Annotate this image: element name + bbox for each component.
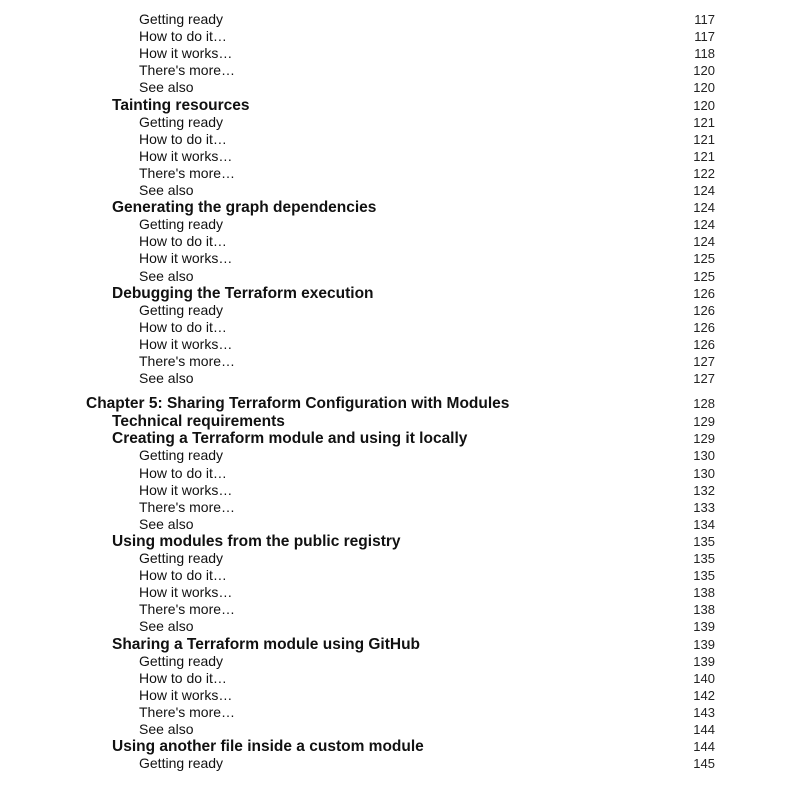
toc-entry-page-number: 144 — [693, 739, 715, 755]
toc-entry-subsection[interactable] — [0, 567, 800, 584]
toc-entry-title: See also — [139, 182, 194, 198]
toc-entry-subsection[interactable] — [0, 465, 800, 482]
toc-entry-title: How to do it… — [139, 318, 227, 335]
toc-entry-page-number: 121 — [693, 114, 715, 130]
toc-entry-subsection[interactable] — [0, 584, 800, 601]
toc-entry-title: Getting ready — [139, 301, 224, 318]
toc-entry-subsection[interactable] — [0, 182, 800, 199]
toc-entry-page-number: 135 — [693, 533, 715, 549]
toc-entry-page-number: 118 — [694, 46, 715, 62]
toc-entry-title: How to do it… — [139, 567, 227, 584]
toc-entry-subsection[interactable] — [0, 704, 800, 721]
toc-entry-title: How to do it… — [139, 130, 227, 147]
toc-entry-subsection[interactable] — [0, 482, 800, 499]
toc-entry-section[interactable] — [0, 533, 800, 550]
toc-entry-page-number: 117 — [694, 29, 715, 45]
toc-entry-page-number: 126 — [693, 319, 715, 335]
toc-entry-title: Getting ready — [139, 550, 224, 566]
toc-entry-page-number: 127 — [693, 354, 715, 369]
toc-entry-subsection[interactable] — [0, 353, 800, 370]
toc-entry-title: There's more… — [139, 498, 236, 515]
toc-entry-subsection[interactable] — [0, 233, 800, 250]
toc-entry-subsection[interactable] — [0, 148, 800, 165]
toc-entry-page-number: 135 — [693, 568, 715, 584]
toc-entry-title: Tainting resources — [112, 96, 250, 114]
toc-entry-title: Getting ready — [139, 447, 224, 464]
toc-entry-title: Sharing a Terraform module using GitHub — [112, 635, 421, 653]
toc-entry-title: Using modules from the public registry — [112, 532, 401, 550]
toc-entry-page-number: 145 — [693, 756, 715, 772]
toc-entry-title: How it works… — [139, 147, 233, 164]
toc-entry-page-number: 120 — [693, 97, 715, 113]
toc-entry-subsection[interactable] — [0, 670, 800, 687]
toc-entry-subsection[interactable] — [0, 302, 800, 319]
toc-entry-title: See also — [139, 721, 194, 737]
toc-entry-title: Getting ready — [139, 652, 224, 669]
toc-entry-section[interactable] — [0, 97, 800, 114]
toc-entry-subsection[interactable] — [0, 550, 800, 567]
toc-entry-section[interactable] — [0, 738, 800, 755]
toc-entry-page-number: 129 — [693, 414, 715, 430]
toc-entry-page-number: 135 — [693, 551, 715, 566]
toc-entry-subsection[interactable] — [0, 114, 800, 131]
toc-entry-page-number: 142 — [693, 687, 715, 703]
toc-entry-subsection[interactable] — [0, 516, 800, 533]
toc-entry-title: There's more… — [139, 703, 236, 720]
toc-entry-page-number: 138 — [693, 585, 715, 601]
toc-entry-title: How it works… — [139, 45, 233, 62]
toc-entry-page-number: 133 — [693, 499, 715, 515]
toc-entry-page-number: 129 — [693, 431, 715, 447]
toc-entry-title: How it works… — [139, 584, 233, 601]
toc-entry-title: How it works… — [139, 686, 233, 703]
toc-entry-page-number: 130 — [693, 448, 715, 464]
toc-entry-subsection[interactable] — [0, 370, 800, 387]
toc-entry-subsection[interactable] — [0, 601, 800, 618]
toc-entry-title: Chapter 5: Sharing Terraform Configuration with Modules — [86, 395, 510, 413]
toc-entry-title: Debugging the Terraform execution — [112, 284, 374, 302]
toc-entry-page-number: 126 — [693, 336, 715, 352]
toc-entry-title: See also — [139, 618, 194, 635]
toc-entry-page-number: 125 — [693, 268, 715, 284]
toc-entry-subsection[interactable] — [0, 499, 800, 516]
toc-entry-page-number: 140 — [693, 670, 715, 686]
toc-entry-page-number: 132 — [693, 482, 715, 498]
toc-entry-title: See also — [139, 79, 194, 96]
toc-entry-page-number: 124 — [693, 200, 715, 216]
toc-entry-section[interactable] — [0, 413, 800, 430]
toc-entry-title: See also — [139, 267, 194, 284]
toc-entry-page-number: 126 — [693, 285, 715, 301]
toc-entry-page-number: 139 — [693, 636, 715, 652]
toc-entry-title: How to do it… — [139, 233, 227, 250]
toc-entry-section[interactable] — [0, 636, 800, 653]
toc-entry-page-number: 121 — [693, 148, 715, 164]
toc-entry-subsection[interactable] — [0, 131, 800, 148]
toc-entry-title: There's more… — [139, 164, 236, 181]
toc-entry-subsection[interactable] — [0, 45, 800, 62]
toc-entry-subsection[interactable] — [0, 79, 800, 96]
toc-entry-page-number: 128 — [693, 396, 715, 412]
toc-entry-chapter[interactable] — [0, 395, 800, 412]
toc-entry-title: How to do it… — [139, 28, 227, 45]
toc-entry-page-number: 126 — [693, 302, 715, 318]
toc-entry-page-number: 139 — [693, 619, 715, 635]
toc-entry-page-number: 130 — [693, 465, 715, 481]
toc-entry-title: There's more… — [139, 353, 236, 369]
toc-entry-page-number: 127 — [693, 371, 715, 387]
toc-entry-page-number: 134 — [693, 516, 715, 532]
toc-entry-page-number: 124 — [693, 183, 715, 198]
toc-entry-title: Creating a Terraform module and using it locally — [112, 430, 468, 448]
toc-entry-title: There's more… — [139, 601, 236, 618]
toc-entry-subsection[interactable] — [0, 319, 800, 336]
toc-entry-title: How it works… — [139, 335, 233, 352]
toc-entry-page-number: 138 — [693, 602, 715, 618]
toc-entry-title: Using another file inside a custom module — [112, 738, 424, 756]
toc-entry-subsection[interactable] — [0, 250, 800, 267]
toc-entry-page-number: 120 — [693, 63, 715, 79]
toc-entry-subsection[interactable] — [0, 618, 800, 635]
toc-entry-title: Getting ready — [139, 113, 224, 130]
toc-entry-subsection[interactable] — [0, 721, 800, 738]
toc-entry-page-number: 144 — [693, 722, 715, 737]
toc-entry-subsection[interactable] — [0, 653, 800, 670]
toc-entry-subsection[interactable] — [0, 268, 800, 285]
toc-entry-title: Getting ready — [139, 755, 224, 772]
toc-entry-title: How to do it… — [139, 464, 227, 481]
toc-entry-page-number: 122 — [693, 165, 715, 181]
toc-entry-title: How to do it… — [139, 669, 227, 686]
toc-entry-page-number: 121 — [693, 131, 715, 147]
toc-entry-subsection[interactable] — [0, 447, 800, 464]
toc-entry-subsection[interactable] — [0, 28, 800, 45]
toc-entry-page-number: 120 — [693, 80, 715, 96]
toc-entry-subsection[interactable] — [0, 687, 800, 704]
toc-entry-title: How it works… — [139, 250, 233, 267]
toc-entry-page-number: 117 — [694, 12, 715, 27]
toc-entry-page-number: 125 — [693, 251, 715, 267]
toc-entry-subsection[interactable] — [0, 62, 800, 79]
toc-entry-title: See also — [139, 515, 194, 532]
toc-entry-page-number: 139 — [693, 653, 715, 669]
toc-entry-title: Getting ready — [139, 11, 224, 27]
toc-entry-title: Getting ready — [139, 216, 224, 233]
toc-entry-subsection[interactable] — [0, 11, 800, 28]
toc-entry-subsection[interactable] — [0, 336, 800, 353]
toc-entry-title: There's more… — [139, 62, 236, 79]
toc-entry-subsection[interactable] — [0, 216, 800, 233]
toc-entry-page-number: 124 — [693, 217, 715, 233]
toc-entry-title: See also — [139, 370, 194, 387]
toc-entry-section[interactable] — [0, 285, 800, 302]
toc-entry-title: Technical requirements — [112, 413, 285, 431]
toc-entry-section[interactable] — [0, 199, 800, 216]
toc-entry-page-number: 124 — [693, 234, 715, 250]
toc-entry-page-number: 143 — [693, 704, 715, 720]
toc-entry-section[interactable] — [0, 430, 800, 447]
toc-entry-title: Generating the graph dependencies — [112, 199, 377, 217]
toc-entry-subsection[interactable] — [0, 165, 800, 182]
toc-entry-subsection[interactable] — [0, 755, 800, 772]
toc-entry-title: How it works… — [139, 481, 233, 498]
